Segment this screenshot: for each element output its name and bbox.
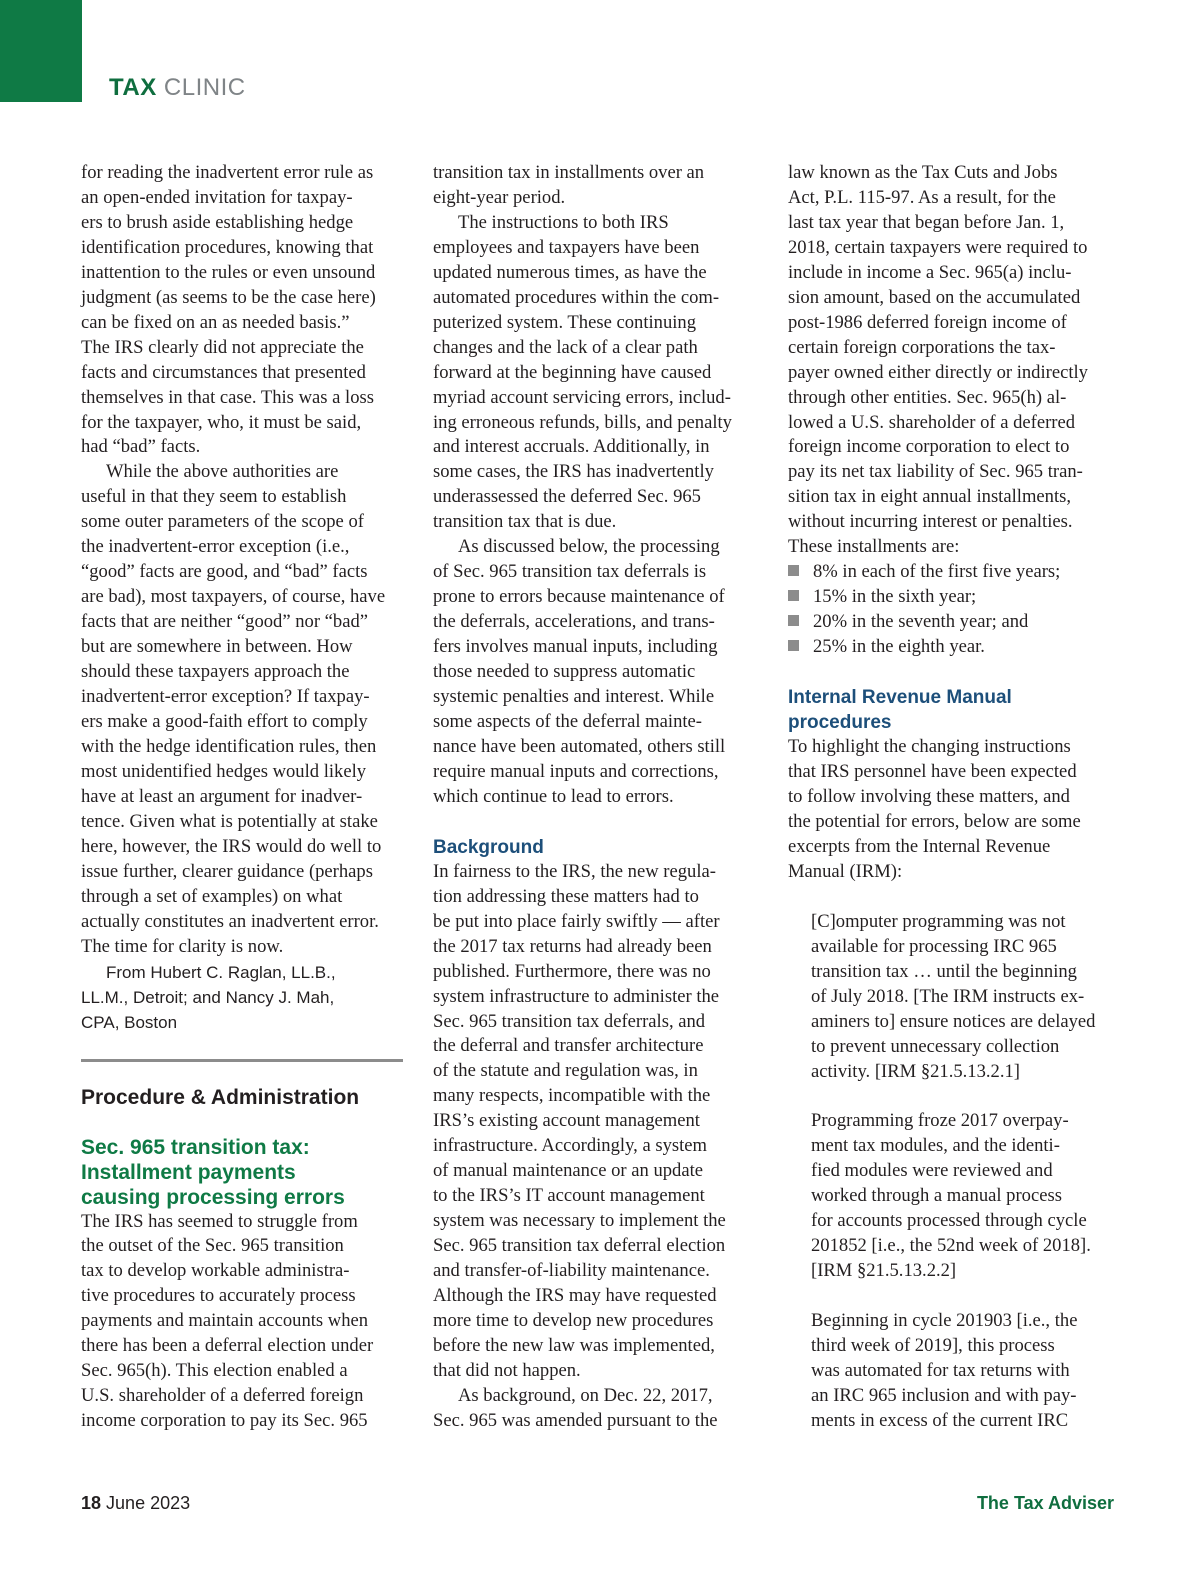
col2-paragraph-5 <box>433 1384 759 1434</box>
text-line: Sec. 965(h). This election enabled a <box>81 1360 348 1382</box>
text-line: While the above authorities are <box>106 461 339 483</box>
text-line: “good” facts are good, and “bad” facts <box>81 561 368 583</box>
text-line: In fairness to the IRS, the new regula- <box>433 860 716 882</box>
text-line: foreign income corporation to elect to <box>788 436 1070 458</box>
text-line: updated numerous times, as have the <box>433 261 707 283</box>
byline-line: CPA, Boston <box>81 1012 178 1032</box>
text-line: that IRS personnel have been expected <box>788 761 1077 783</box>
text-line: include in income a Sec. 965(a) inclu- <box>788 261 1072 283</box>
text-line: sion amount, based on the accumulated <box>788 286 1081 308</box>
text-line: Sec. 965 transition tax deferrals, and <box>433 1010 706 1032</box>
text-line: the inadvertent-error exception (i.e., <box>81 536 350 558</box>
text-line: an IRC 965 inclusion and with pay- <box>811 1384 1077 1406</box>
text-line: ments in excess of the current IRC <box>811 1409 1069 1431</box>
text-line: published. Furthermore, there was no <box>433 960 711 982</box>
text-line: ing erroneous refunds, bills, and penalty <box>433 411 732 433</box>
col2-paragraph-3 <box>433 535 759 809</box>
text-line: As background, on Dec. 22, 2017, <box>458 1384 713 1406</box>
text-line: Programming froze 2017 overpay- <box>811 1110 1069 1132</box>
text-line: fied modules were reviewed and <box>811 1160 1053 1182</box>
text-line: some cases, the IRS has inadvertently <box>433 461 714 483</box>
text-line: inattention to the rules or even unsound <box>81 261 376 283</box>
text-line: of Sec. 965 transition tax deferrals is <box>433 561 707 583</box>
text-line: issue further, clearer guidance (perhaps <box>81 860 373 882</box>
text-line: those needed to suppress automatic <box>433 661 696 683</box>
text-line: fers involves manual inputs, including <box>433 636 718 658</box>
section-divider <box>81 1059 403 1062</box>
background-heading: Background <box>433 836 544 858</box>
text-line: The IRS has seemed to struggle from <box>81 1210 358 1232</box>
text-line: excerpts from the Internal Revenue <box>788 835 1051 857</box>
list-item <box>788 635 1118 660</box>
text-line: ers make a good-faith effort to comply <box>81 710 368 732</box>
text-line: prone to errors because maintenance of <box>433 586 725 608</box>
text-line: aminers to] ensure notices are delayed <box>811 1010 1096 1032</box>
text-line: To highlight the changing instructions <box>788 736 1071 758</box>
text-line: the 2017 tax returns had already been <box>433 935 712 957</box>
list-item <box>788 560 1118 585</box>
publication-name: The Tax Adviser <box>976 1493 1114 1513</box>
text-line: Sec. 965 transition tax deferral election <box>433 1235 726 1257</box>
text-line: and transfer-of-liability maintenance. <box>433 1260 710 1282</box>
text-line: transition tax … until the beginning <box>811 960 1077 982</box>
text-line: many respects, incompatible with the <box>433 1085 711 1107</box>
text-line: to follow involving these matters, and <box>788 785 1070 807</box>
section-title: Procedure & Administration <box>81 1085 360 1109</box>
text-line: the potential for errors, below are some <box>788 810 1081 832</box>
text-line: IRS’s existing account management <box>433 1110 700 1132</box>
text-line: As discussed below, the processing <box>458 536 720 558</box>
col2-paragraph-1 <box>433 161 759 211</box>
text-line: to prevent unnecessary collection <box>811 1035 1060 1057</box>
header-bold: TAX <box>109 74 157 101</box>
text-line: to the IRS’s IT account management <box>433 1185 705 1207</box>
text-line: Sec. 965 was amended pursuant to the <box>433 1409 718 1431</box>
text-line: [C]omputer programming was not <box>811 910 1066 932</box>
article-title-line: causing processing errors <box>81 1185 345 1209</box>
text-line: pay its net tax liability of Sec. 965 tran- <box>788 461 1083 483</box>
text-line: ers to brush aside establishing hedge <box>81 211 354 233</box>
text-line: available for processing IRC 965 <box>811 935 1057 957</box>
text-line: the deferral and transfer architecture <box>433 1035 704 1057</box>
text-line: changes and the lack of a clear path <box>433 336 698 358</box>
col1-paragraph-2 <box>81 460 407 959</box>
text-line: the deferrals, accelerations, and trans- <box>433 611 715 633</box>
col1-paragraph-3 <box>81 1210 407 1435</box>
irm-heading <box>788 685 1118 735</box>
text-line: here, however, the IRS would do well to <box>81 835 382 857</box>
text-line: lowed a U.S. shareholder of a deferred <box>788 411 1076 433</box>
text-line: transition tax that is due. <box>433 511 617 533</box>
text-line: which continue to lead to errors. <box>433 785 674 807</box>
text-line: transition tax in installments over an <box>433 162 705 183</box>
bullet-square-icon <box>788 590 799 601</box>
text-line: U.S. shareholder of a deferred foreign <box>81 1385 364 1407</box>
header-rest: CLINIC <box>163 74 246 101</box>
text-line: for reading the inadvertent error rule as <box>81 162 374 183</box>
text-line: useful in that they seem to establish <box>81 486 347 508</box>
text-line: there has been a deferral election under <box>81 1335 374 1357</box>
text-line: worked through a manual process <box>811 1185 1062 1207</box>
page-number: 18 <box>81 1493 102 1513</box>
text-line: [IRM §21.5.13.2.2] <box>811 1260 957 1282</box>
text-line: system was necessary to implement the <box>433 1210 726 1232</box>
text-line: of manual maintenance or an update <box>433 1160 704 1182</box>
text-line: Manual (IRM): <box>788 860 903 882</box>
text-line: inadvertent-error exception? If taxpay- <box>81 686 370 708</box>
column-3 <box>788 161 1118 1434</box>
spacer <box>788 1084 1118 1109</box>
irm-quote-2 <box>788 1109 1118 1284</box>
text-line: facts that are neither “good” nor “bad” <box>81 611 369 633</box>
spacer <box>788 885 1118 910</box>
text-line: activity. [IRM §21.5.13.2.1] <box>811 1060 1020 1082</box>
text-line: Beginning in cycle 201903 [i.e., the <box>811 1310 1078 1332</box>
list-item <box>788 585 1118 610</box>
text-line: Although the IRS may have requested <box>433 1284 717 1306</box>
text-line: without incurring interest or penalties. <box>788 511 1073 533</box>
article-title-line: Installment payments <box>81 1160 296 1184</box>
text-line: themselves in that case. This was a loss <box>81 386 374 408</box>
text-line: judgment (as seems to be the case here) <box>81 286 376 308</box>
text-line: for the taxpayer, who, it must be said, <box>81 411 362 433</box>
text-line: system infrastructure to administer the <box>433 985 720 1007</box>
text-line: require manual inputs and corrections, <box>433 760 719 782</box>
text-line: systemic penalties and interest. While <box>433 686 715 708</box>
text-line: of the statute and regulation was, in <box>433 1060 698 1082</box>
text-line: underassessed the deferred Sec. 965 <box>433 486 701 508</box>
text-line: puterized system. These continuing <box>433 311 697 333</box>
heading-line: Internal Revenue Manual <box>788 687 1012 709</box>
text-line: an open-ended invitation for taxpay- <box>81 186 353 208</box>
col3-paragraph-1 <box>788 161 1118 560</box>
col1-paragraph-1 <box>81 161 407 460</box>
text-line: was automated for tax returns with <box>811 1360 1070 1382</box>
text-line: actually constitutes an inadvertent error. <box>81 910 379 932</box>
heading-line: procedures <box>788 712 892 734</box>
text-line: of July 2018. [The IRM instructs ex- <box>811 985 1085 1007</box>
spacer <box>788 660 1118 685</box>
text-line: third week of 2019], this process <box>811 1335 1055 1357</box>
text-line: had “bad” facts. <box>81 436 201 458</box>
text-line: 2018, certain taxpayers were required to <box>788 236 1088 258</box>
column-1 <box>81 161 407 1434</box>
spacer <box>788 1284 1118 1309</box>
list-item-text: 20% in the seventh year; and <box>813 611 1029 633</box>
list-item-text: 8% in each of the first five years; <box>813 561 1061 583</box>
text-line: forward at the beginning have caused <box>433 361 712 383</box>
text-line: before the new law was implemented, <box>433 1334 715 1356</box>
text-line: Act, P.L. 115-97. As a result, for the <box>788 186 1056 208</box>
text-line: the outset of the Sec. 965 transition <box>81 1235 344 1257</box>
text-line: income corporation to pay its Sec. 965 <box>81 1410 368 1432</box>
text-line: but are somewhere in between. How <box>81 636 353 658</box>
text-line: some outer parameters of the scope of <box>81 511 364 533</box>
footer-page-info <box>81 1493 190 1514</box>
text-line: tion addressing these matters had to <box>433 885 699 907</box>
text-line: ment tax modules, and the identi- <box>811 1135 1060 1157</box>
text-line: employees and taxpayers have been <box>433 236 700 258</box>
text-line: tence. Given what is potentially at stake <box>81 810 378 832</box>
issue-date: June 2023 <box>106 1493 191 1513</box>
col3-paragraph-2 <box>788 735 1118 885</box>
text-line: with the hedge identification rules, then <box>81 735 377 757</box>
text-line: are bad), most taxpayers, of course, have <box>81 586 386 608</box>
text-line: sition tax in eight annual installments, <box>788 486 1072 508</box>
byline-line: From Hubert C. Raglan, LL.B., <box>106 962 336 982</box>
text-line: facts and circumstances that presented <box>81 361 366 383</box>
text-line: The time for clarity is now. <box>81 935 284 957</box>
author-byline <box>81 960 407 1035</box>
text-line: infrastructure. Accordingly, a system <box>433 1135 708 1157</box>
text-line: more time to develop new procedures <box>433 1309 714 1331</box>
byline-line: LL.M., Detroit; and Nancy J. Mah, <box>81 987 335 1007</box>
text-line: should these taxpayers approach the <box>81 661 350 683</box>
text-line: post-1986 deferred foreign income of <box>788 311 1067 333</box>
irm-quote-1 <box>788 910 1118 1085</box>
text-line: most unidentified hedges would likely <box>81 760 367 782</box>
text-line: payments and maintain accounts when <box>81 1310 369 1332</box>
text-line: for accounts processed through cycle <box>811 1210 1087 1232</box>
section-header <box>109 74 246 102</box>
spacer <box>433 810 759 835</box>
text-line: identification procedures, knowing that <box>81 236 374 258</box>
article-title <box>81 1135 407 1210</box>
text-line: 201852 [i.e., the 52nd week of 2018]. <box>811 1235 1091 1257</box>
text-line: last tax year that began before Jan. 1, <box>788 211 1065 233</box>
text-line: have at least an argument for inadver- <box>81 785 363 807</box>
text-line: payer owned either directly or indirectly <box>788 361 1088 383</box>
text-line: automated procedures within the com- <box>433 286 720 308</box>
text-line: some aspects of the deferral mainte- <box>433 710 702 732</box>
text-line: through other entities. Sec. 965(h) al- <box>788 386 1067 408</box>
bullet-square-icon <box>788 640 799 651</box>
text-line: law known as the Tax Cuts and Jobs <box>788 162 1058 183</box>
text-line: The IRS clearly did not appreciate the <box>81 336 364 358</box>
installment-list <box>788 560 1118 660</box>
column-2 <box>433 161 759 1434</box>
text-line: tive procedures to accurately process <box>81 1285 356 1307</box>
text-line: tax to develop workable administra- <box>81 1260 350 1282</box>
text-line: can be fixed on an as needed basis.” <box>81 311 350 333</box>
text-line: and interest accruals. Additionally, in <box>433 436 710 458</box>
list-item <box>788 610 1118 635</box>
text-line: nance have been automated, others still <box>433 735 726 757</box>
text-line: The instructions to both IRS <box>458 211 669 233</box>
article-title-line: Sec. 965 transition tax: <box>81 1135 310 1159</box>
text-line: through a set of examples) on what <box>81 885 343 907</box>
text-line: that did not happen. <box>433 1359 581 1381</box>
bullet-square-icon <box>788 565 799 576</box>
text-line: certain foreign corporations the tax- <box>788 336 1056 358</box>
text-line: be put into place fairly swiftly — after <box>433 910 720 932</box>
irm-quote-3 <box>788 1309 1118 1434</box>
list-item-text: 25% in the eighth year. <box>813 636 985 658</box>
text-line: eight-year period. <box>433 186 566 208</box>
list-item-text: 15% in the sixth year; <box>813 586 977 608</box>
text-line: myriad account servicing errors, includ- <box>433 386 731 408</box>
text-line: These installments are: <box>788 536 960 558</box>
header-color-block <box>0 0 82 102</box>
bullet-square-icon <box>788 615 799 626</box>
col2-paragraph-4 <box>433 860 759 1384</box>
col2-paragraph-2 <box>433 211 759 535</box>
